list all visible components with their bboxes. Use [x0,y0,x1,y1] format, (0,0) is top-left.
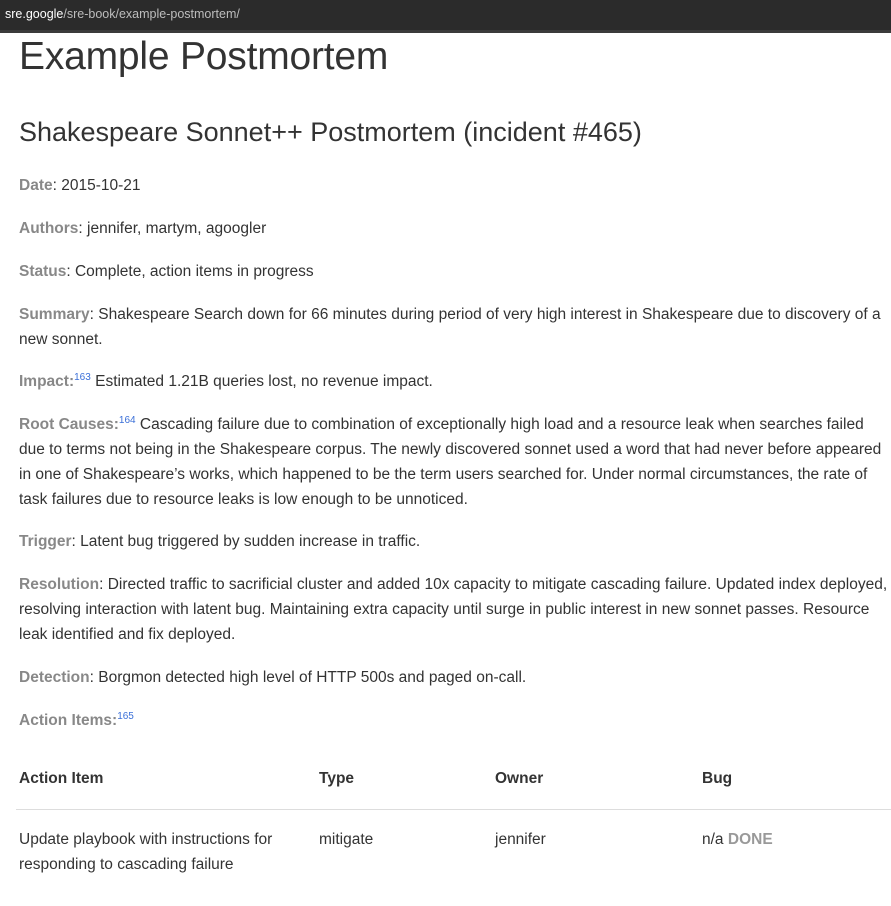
bug-id: n/a [702,831,724,848]
column-header-bug: Bug [702,770,733,787]
footnote-link[interactable]: 163 [74,371,91,383]
column-header-action-item: Action Item [19,770,104,787]
footnote-link[interactable]: 165 [117,710,134,722]
field-resolution [19,572,891,647]
field-value: : Borgmon detected high level of HTTP 500s and paged on-call. [89,669,527,686]
cell-bug [702,827,773,852]
field-root-causes [19,412,891,512]
field-value: : Shakespeare Search down for 66 minutes during period of very high interest in Shakespeare due to discovery of a new sonnet. [19,306,881,348]
column-header-type: Type [319,770,355,787]
page-title: Example Postmortem [19,35,389,78]
postmortem-title: Shakespeare Sonnet++ Postmortem (incident #465) [19,117,642,147]
field-impact [19,369,891,394]
field-label: Authors [19,220,79,237]
field-label: Summary [19,306,90,323]
table-divider [16,809,891,810]
field-trigger [19,529,891,554]
field-value: : Directed traffic to sacrificial cluster and added 10x capacity to mitigate cascading failure. Updated index deployed, resolving interaction with latent bug. Maintaining extra capacity until surge in public interest in new sonnet passes. Resource leak identified and fix deployed. [19,576,888,643]
field-status [19,259,891,284]
field-value: Estimated 1.21B queries lost, no revenue impact. [90,373,433,390]
field-label: Status [19,263,67,280]
footnote-link[interactable]: 164 [118,414,136,426]
field-action-items [19,708,891,733]
field-label: Root Causes: [19,416,119,433]
field-detection [19,665,891,690]
field-value: Cascading failure due to combination of exceptionally high load and a resource leak when searches failed due to terms not being in the Shakespeare corpus. The newly discovered sonnet used a word that had never before appeared in one of Shakespeare’s works, which happened to be the term users searched for. Under normal circumstances, the rate of task failures due to resource leaks is low enough to be unnoticed. [19,416,882,508]
field-value: : jennifer, martym, agoogler [78,220,267,237]
field-label: Resolution [19,576,100,593]
field-summary [19,302,891,352]
column-header-owner: Owner [495,770,544,787]
field-value: : Complete, action items in progress [66,263,314,280]
field-label: Date [19,177,53,194]
bug-status-badge: DONE [727,831,773,848]
field-label: Action Items: [19,712,118,729]
field-label: Detection [19,669,90,686]
cell-action-item: Update playbook with instructions for responding to cascading failure [19,831,273,873]
cell-type: mitigate [319,831,374,848]
field-label: Impact: [19,373,75,390]
field-value: : Latent bug triggered by sudden increase in traffic. [71,533,421,550]
url-text[interactable] [5,7,240,21]
url-domain: sre.google [5,7,64,21]
field-authors [19,216,891,241]
cell-owner: jennifer [495,831,546,848]
url-path: /sre-book/example-postmortem/ [63,7,240,21]
browser-address-bar[interactable] [0,0,891,33]
field-date [19,173,891,198]
field-label: Trigger [19,533,72,550]
field-value: : 2015-10-21 [52,177,141,194]
